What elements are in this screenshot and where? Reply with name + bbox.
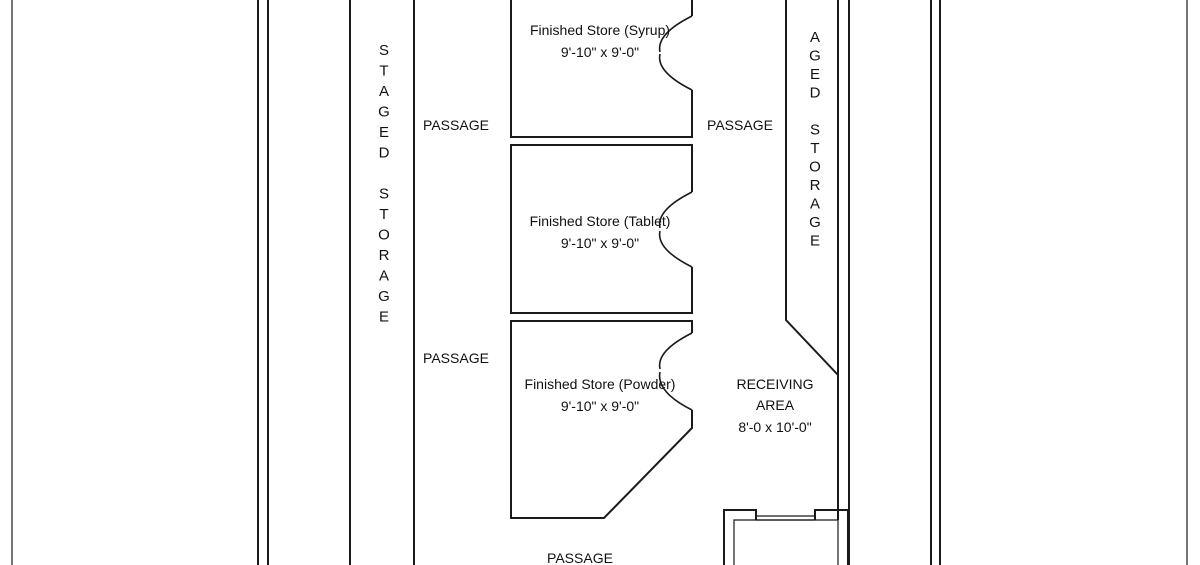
staged-letter: T <box>810 140 820 157</box>
label-tablet <box>530 213 671 251</box>
svg-text:9'-10" x 9'-0": 9'-10" x 9'-0" <box>560 235 640 251</box>
door-powder <box>660 333 692 410</box>
svg-text:AREA: AREA <box>755 397 795 413</box>
staged-storage-right-label <box>809 29 821 250</box>
staged-letter: D <box>809 84 821 102</box>
svg-text:Finished Store (Powder): Finished Store (Powder) <box>524 376 676 392</box>
passage-label-right-top: PASSAGE <box>707 117 773 133</box>
staged-letter: S <box>378 42 390 59</box>
staged-letter: T <box>379 62 389 80</box>
staged-letter: R <box>378 247 390 264</box>
staged-letter: A <box>378 83 390 100</box>
label-syrup <box>530 22 670 60</box>
passage-label-left-mid: PASSAGE <box>423 350 489 366</box>
svg-text:9'-10" x 9'-0": 9'-10" x 9'-0" <box>560 44 640 60</box>
staged-letter: D <box>378 144 390 162</box>
svg-text:RECEIVING: RECEIVING <box>736 376 814 392</box>
room-powder <box>511 321 692 518</box>
svg-text:Finished Store (Syrup): Finished Store (Syrup) <box>529 22 671 38</box>
entry-structure <box>724 510 848 565</box>
left-column-hatched <box>268 0 350 565</box>
staged-letter: E <box>378 308 390 326</box>
room-tablet <box>511 145 692 313</box>
staged-letter: G <box>809 214 821 231</box>
staged-letter: G <box>378 288 390 305</box>
staged-letter: O <box>378 226 390 244</box>
staged-letter: S <box>378 185 390 203</box>
door-tablet <box>660 192 692 267</box>
svg-text:8'-0 x 10'-0": 8'-0 x 10'-0" <box>738 419 812 435</box>
staged-letter: E <box>809 66 821 83</box>
passage-label-bottom: PASSAGE <box>547 550 613 565</box>
passage-label-left-top: PASSAGE <box>423 117 489 133</box>
staged-letter: A <box>378 267 390 285</box>
staged-letter: S <box>809 121 821 139</box>
staged-letter: E <box>809 232 821 250</box>
label-receiving <box>736 376 813 435</box>
staged-letter: A <box>809 29 821 46</box>
label-powder <box>525 376 676 414</box>
svg-text:9'-10" x 9'-0": 9'-10" x 9'-0" <box>560 398 640 414</box>
outer-walls <box>12 0 1187 565</box>
staged-letter: T <box>379 206 389 223</box>
staged-letter: O <box>809 158 821 176</box>
staged-letter: E <box>378 124 390 141</box>
staged-letter: G <box>378 103 390 121</box>
staged-letter: G <box>809 47 821 65</box>
svg-text:Finished Store (Tablet): Finished Store (Tablet) <box>529 213 671 229</box>
staged-storage-left-label <box>378 42 390 326</box>
staged-letter: A <box>809 195 821 213</box>
right-column-hatched <box>849 0 931 565</box>
staged-letter: R <box>809 177 821 194</box>
